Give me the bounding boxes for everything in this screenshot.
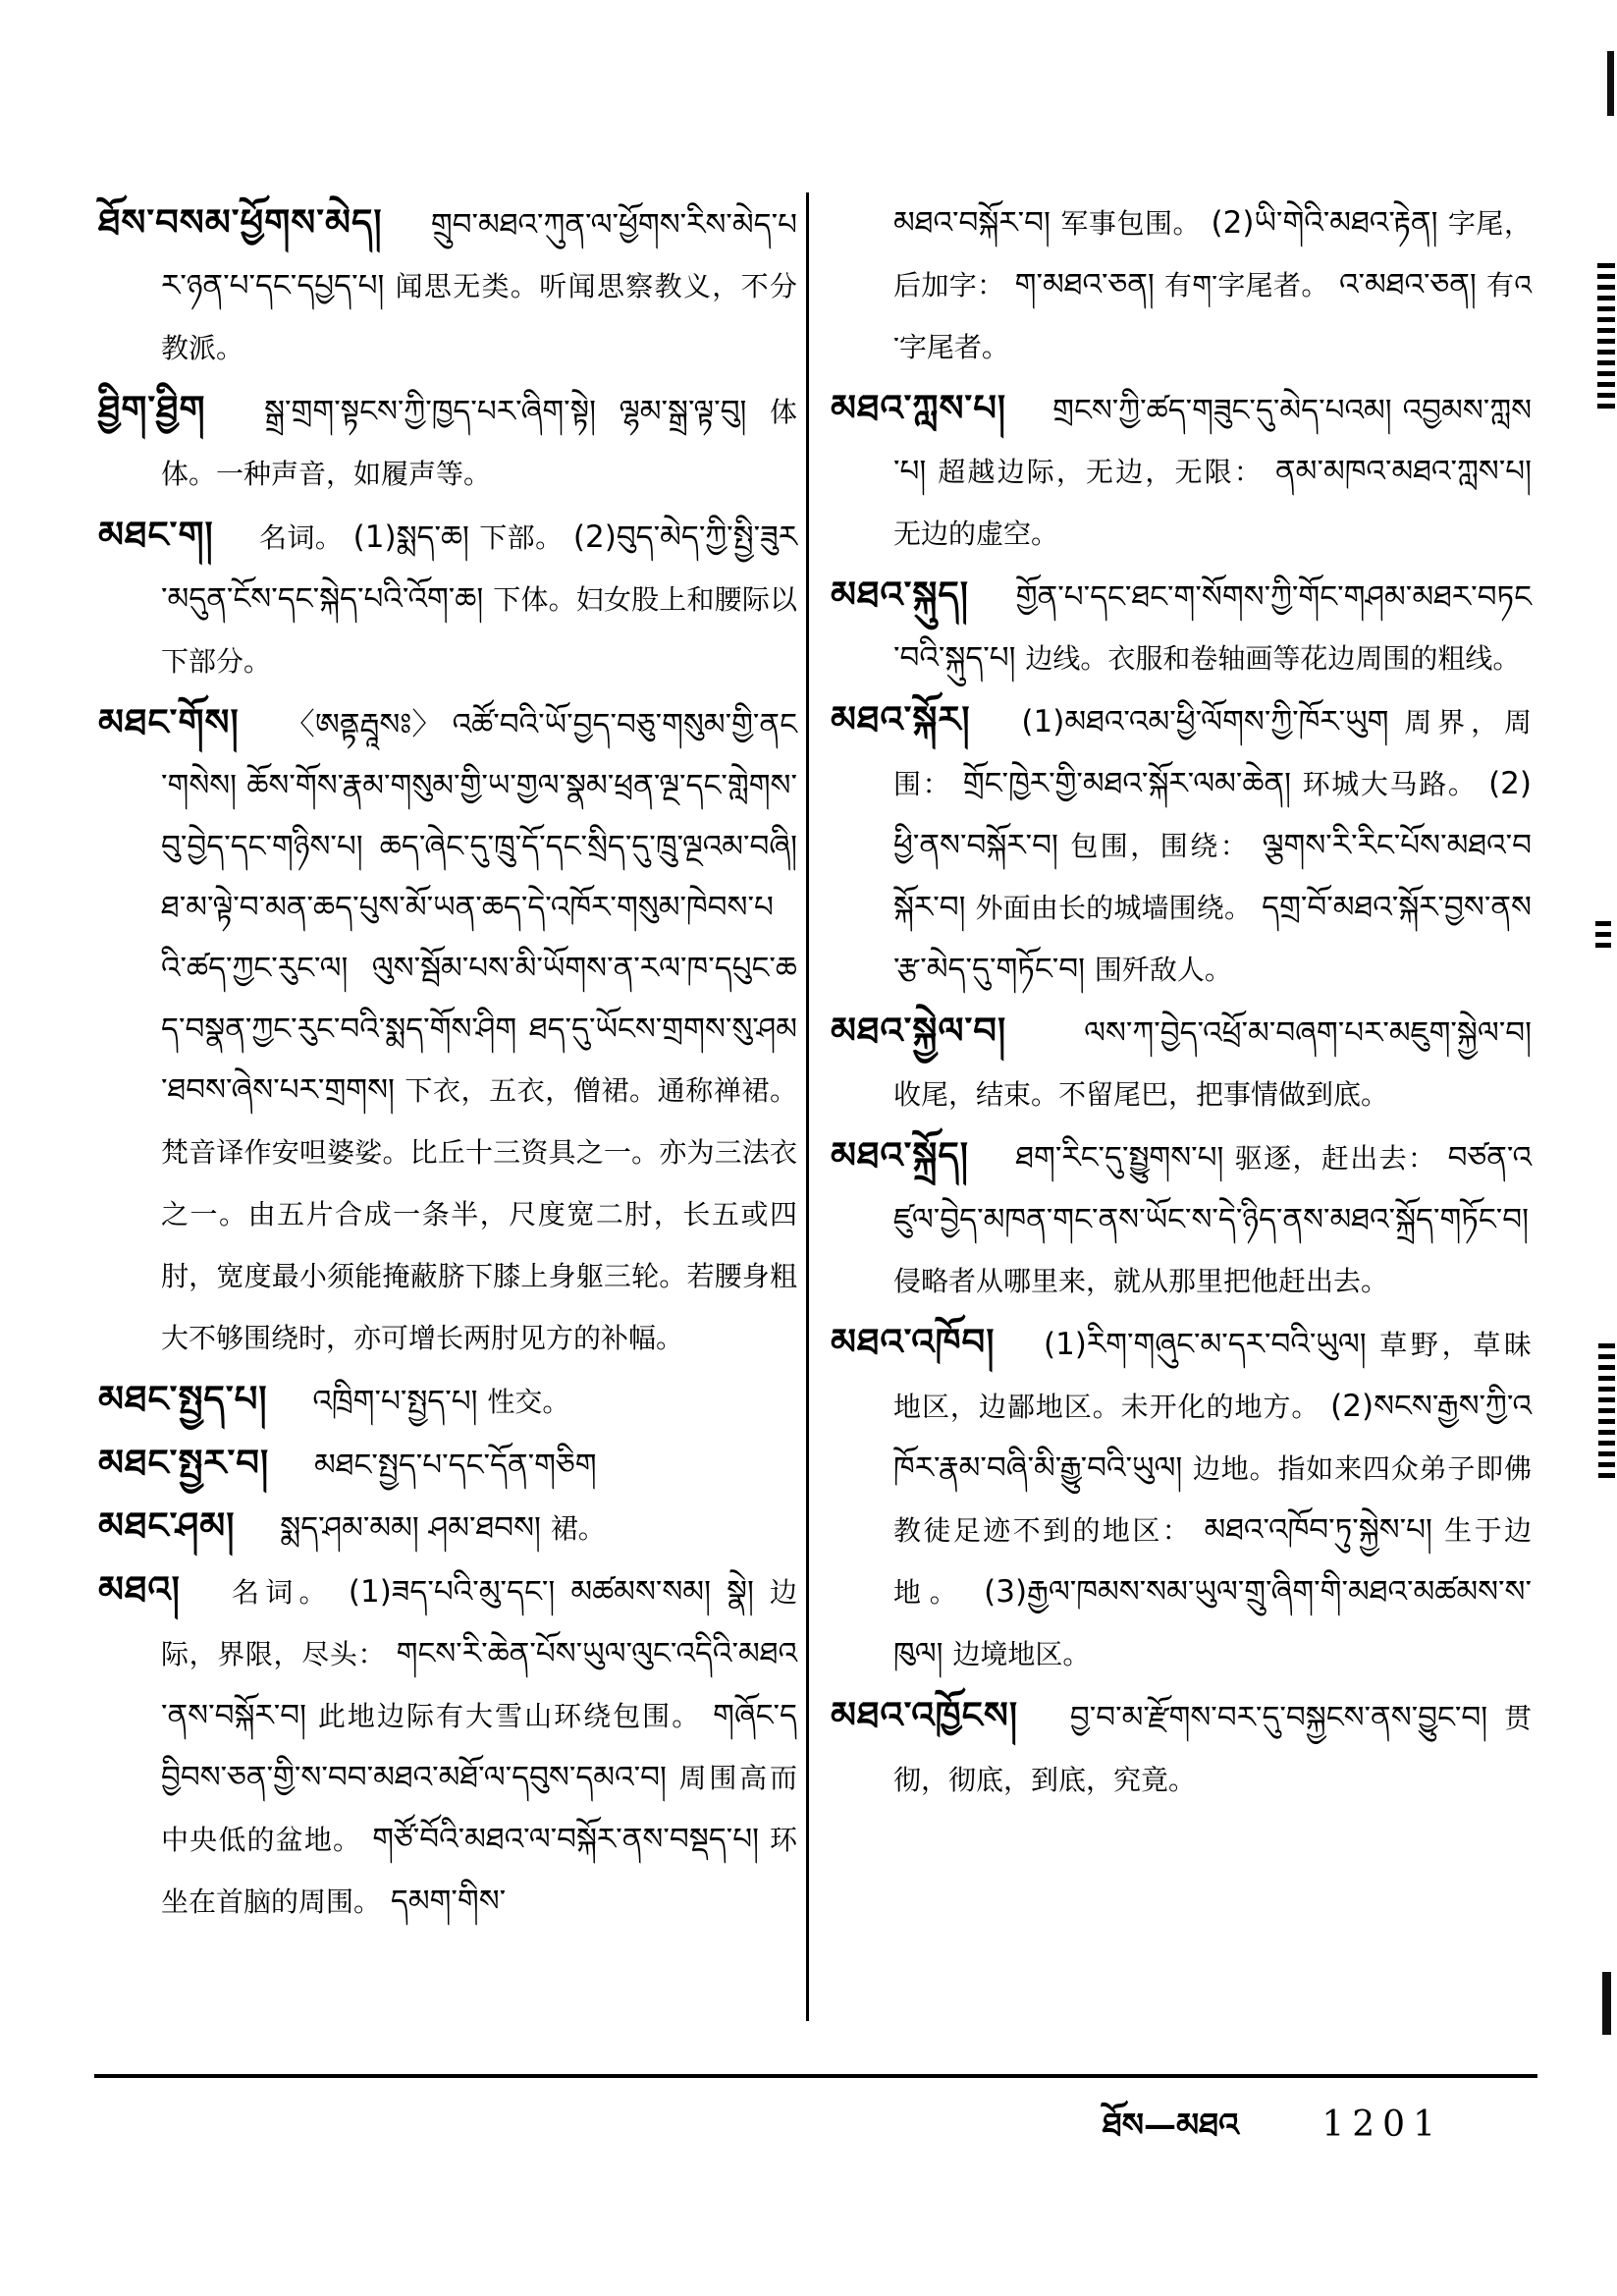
definition-tibetan: གྲངས་ཀྱི་ཚད་གཟུང་དུ་མེད་པའམ། འབྱམས་ཀླས་པ། [893,393,1532,489]
definition-chinese: 周围高而中央低的盆地。 [161,1762,797,1856]
entry-continuation [831,192,1532,378]
entry-headword: མཐའ་སྐོར། [831,698,971,740]
definition-tibetan: གཞོང་དབྱིབས་ཅན་གྱི་ས་བབ་མཐའ་མཐོ་ལ་དབུས་དམའ་བ། [161,1698,797,1795]
definition-chinese: 贯彻，彻底，到底，究竟。 [893,1702,1533,1796]
definition-tibetan: ལྕགས་རི་རིང་པོས་མཐའ་བསྐོར་བ། [893,828,1532,925]
definition-chinese: 裙。 [550,1512,606,1545]
definition-tibetan: (2)ཡི་གེའི་མཐའ་རྟེན། [1211,205,1438,241]
entry-headword: མཐའ་འཁྱོངས། [831,1694,1019,1736]
column-divider [806,192,809,2021]
definition-tibetan: གངས་རི་ཆེན་པོས་ཡུལ་ལུང་འདིའི་མཐའ་ནས་བསྐོར་བ། [161,1636,797,1733]
definition-tibetan: གྲོང་ཁྱེར་གྱི་མཐའ་སྐོར་ལམ་ཆེན། [962,766,1292,801]
definition-chinese: 闻思无类。听闻思察教义，不分教派。 [161,270,797,364]
definition-chinese: 包围，围绕： [1070,830,1251,862]
dictionary-entry [98,192,797,379]
entry-headword: མཐའ། [98,1568,181,1611]
definition-chinese: 环坐在首脑的周围。 [161,1824,797,1918]
scan-artifact [1602,1972,1611,2035]
entry-headword: མཐང་ག། [98,514,214,556]
definition-chinese: 此地边际有大雪山环绕包围。 [317,1700,702,1732]
dictionary-entry [98,1559,797,1933]
definition-tibetan: འ་མཐའ་ཅན། [1338,267,1477,302]
dictionary-entry [831,689,1532,1001]
definition-tibetan: 〈ཨནྟརྦཱསཿ〉 འཚོ་བའི་ཡོ་བྱད་བཅུ་གསུམ་གྱི་ནང་གསེས། ཆོས་གོས་རྣམ་གསུམ་གྱི་ཡ་གྱལ་སྣམ་ཕྲན་ལྔ་དང་གླེགས་བུ་བྱེད་དང་གཉིས་པ། ཆད་ཞེང་དུ་ཁྲུ་དོ་དང་སྲིད་དུ་ཁྲུ་ལྔའམ་བཞི། ཐ་མ་ལྟེ་བ་མན་ཆད་པུས་མོ་ཡན་ཆད་དེ་འཁོར་གསུམ་ཁེབས་པའི་ཚད་ཀྱང་རུང་ལ། ལུས་སྦོམ་པས་མི་ཡོགས་ན་རལ་ཁ་དཔུང་ཆད་བསྣན་ཀྱང་རུང་བའི་སྨད་གོས་ཤིག ཐད་དུ་ཡོངས་གྲགས་སུ་ཤམ་ཐབས་ཞེས་པར་གྲགས། [161,707,797,1108]
definition-tibetan: གཙོ་བོའི་མཐའ་ལ་བསྐོར་ནས་བསྡད་པ། [372,1822,759,1857]
dictionary-entry [831,1312,1532,1685]
definition-chinese: 名词。 [231,1576,333,1609]
dictionary-entry [831,1001,1532,1125]
entry-headword: མཐའ་འཁོབ། [831,1321,996,1363]
definition-chinese: 军事包围。 [1060,207,1202,240]
definition-chinese: 边地。指如来四众弟子即佛教徒足迹不到的地区： [893,1452,1532,1547]
dictionary-entry [831,565,1532,689]
entry-headword: མཐང་སྤྱད་པ། [98,1378,268,1420]
dictionary-entry [98,379,797,505]
definition-chinese: 环城大马路。 [1302,768,1478,800]
definition-tibetan: (3)རྒྱལ་ཁམས་སམ་ཡུལ་གྲུ་ཞིག་གི་མཐའ་མཚམས་ས་ཁུལ། [893,1574,1532,1671]
definition-tibetan: དགྲ་བོ་མཐའ་སྐོར་བྱས་ནས་རྩ་མེད་དུ་གཏོང་བ། [893,890,1532,987]
scan-artifact [1598,1343,1615,1481]
entry-headword: མཐང་གོས། [98,701,240,743]
definition-tibetan: མཐའ་འཁོབ་ཏུ་སྐྱེས་པ། [1204,1512,1432,1548]
definition-chinese: 无边的虚空。 [893,518,1059,550]
scan-artifact [1595,921,1611,951]
definition-chinese: 下部。 [479,521,564,554]
definition-chinese: 性交。 [487,1386,570,1418]
definition-chinese: 超越边际，无边，无限： [938,456,1264,488]
dictionary-entry [831,1125,1532,1312]
definition-chinese: 草野，草昧地区，边鄙地区。未开化的地方。 [893,1329,1532,1423]
definition-tibetan: (2)སངས་རྒྱས་ཀྱི་འཁོར་རྣམ་བཞི་མི་རྒྱུ་བའི་ཡུལ། [893,1389,1532,1486]
dictionary-entry [831,1685,1532,1811]
definition-chinese: 侵略者从哪里来，就从那里把他赶出去。 [893,1265,1389,1297]
entry-headword: མཐའ་སྐྲོད། [831,1134,970,1176]
definition-chinese: 边境地区。 [952,1638,1091,1670]
definition-chinese: 边线。衣服和卷轴画等花边周围的粗线。 [1025,642,1521,675]
dictionary-entry [98,1496,797,1559]
definition-tibetan: བྱ་བ་མ་རྫོགས་བར་དུ་བསྐྱངས་ནས་བྱུང་བ། [1069,1700,1488,1735]
definition-chinese: 下衣，五衣，僧裙。通称禅裙。梵音译作安呾婆娑。比丘十三资具之一。亦为三法衣之一。由五片合成一条半，尺度宽二肘，长五或四肘，宽度最小须能掩蔽脐下膝上身躯三轮。若腰身粗大不够围绕时，亦可增长两肘见方的补幅。 [161,1074,797,1354]
definition-tibetan: (2)ཕྱི་ནས་བསྐོར་བ། [893,766,1532,863]
entry-headword: མཐའ་སྐུད། [831,574,970,616]
definition-chinese: 围歼敌人。 [1094,954,1232,986]
definition-chinese: 字尾，后加字： [893,207,1532,301]
definition-tibetan: ལས་ཀ་བྱེད་འཕྲོ་མ་བཞག་པར་མཇུག་སྐྱེལ་བ། [1084,1015,1532,1051]
definition-tibetan: མཐའ་བསྐོར་བ། [893,205,1051,241]
definition-chinese: 有འ་字尾者。 [893,269,1533,363]
definition-tibetan: དམག་གིས་ [390,1884,507,1919]
definition-chinese: 体体。一种声音，如履声等。 [161,396,797,490]
definition-tibetan: གྲུབ་མཐའ་ཀུན་ལ་ཕྱོགས་རིས་མེད་པར་ཉན་པ་དང་དཔྱད་པ། [161,207,797,303]
dictionary-entry [98,692,797,1369]
entry-headword: མཐང་སྤྱར་བ། [98,1442,270,1484]
scan-artifact [1597,263,1615,412]
dictionary-entry [98,505,797,692]
definition-tibetan: (2)བུད་མེད་ཀྱི་སྤྱི་ཟུར་མདུན་ངོས་དང་སྐེད་པའི་འོག་ཆ། [161,519,798,617]
dictionary-entry [98,1369,797,1433]
definition-tibetan: སྒྲ་གྲག་སྟངས་ཀྱི་ཁྱད་པར་ཞིག་སྟེ། ལྷམ་སྒྲ་ལྟ་བུ། [264,394,747,429]
definition-chinese: 有ག་字尾者。 [1164,269,1329,301]
definition-tibetan: (1)མཐའ་འམ་ཕྱི་ལོགས་ཀྱི་ཁོར་ཡུག [1021,704,1389,739]
entry-headword: མཐང་ཤམ། [98,1504,236,1547]
definition-tibetan: ནམ་མཁའ་མཐའ་ཀླས་པ། [1275,454,1532,489]
definition-tibetan: ཐག་རིང་དུ་སྤྱུགས་པ། [1015,1140,1224,1175]
page-number: 1201 [1321,2105,1443,2145]
running-head: ཐོས—མཐའ [1102,2105,1239,2144]
definition-chinese: 周界，周围： [893,706,1532,800]
left-column [98,192,797,1933]
definition-tibetan: གྱོན་པ་དང་ཐང་ག་སོགས་ཀྱི་གོང་གཤམ་མཐར་བཏང་བའི་སྐུད་པ། [893,579,1532,676]
entry-headword: ཐྱིག་ཐྱིག [98,388,206,430]
definition-chinese: 收尾，结束。不留尾巴，把事情做到底。 [893,1078,1389,1111]
dictionary-entry [98,1433,797,1496]
right-column [831,192,1532,1811]
entry-headword: མཐའ་ཀླས་པ། [831,387,1007,429]
definition-chinese: 驱逐，赶出去： [1234,1142,1437,1175]
scan-artifact [1607,51,1614,116]
definition-tibetan: མཐང་སྤྱད་པ་དང་དོན་གཅིག [314,1448,597,1483]
entry-headword: མཐའ་སྐྱེལ་བ། [831,1010,1007,1052]
definition-chinese: 名词。 [259,521,344,554]
definition-tibetan: ག་མཐའ་ཅན། [1014,267,1155,302]
definition-chinese: 生于边地。 [893,1514,1532,1609]
definition-tibetan: བཙན་འཛུལ་བྱེད་མཁན་གང་ནས་ཡོང་ས་དེ་ཉིད་ནས་མཐའ་སྐྲོད་གཏོང་བ། [893,1140,1533,1237]
page-footer [0,2096,1443,2155]
definition-tibetan: (1)རིག་གཞུང་མ་དར་བའི་ཡུལ། [1043,1327,1367,1362]
definition-chinese: 外面由长的城墙围绕。 [975,892,1253,924]
definition-tibetan: འཁྲིག་པ་སྤྱད་པ། [312,1384,478,1419]
definition-chinese: 下体。妇女股上和腰际以下部分。 [161,583,797,678]
entry-headword: ཐོས་བསམ་ཕྱོགས་མེད། [98,201,383,244]
footer-rule [94,2074,1537,2078]
definition-tibetan: སྨད་ཤམ་མམ། ཤམ་ཐབས། [280,1510,541,1546]
definition-tibetan: (1)ཟད་པའི་མུ་དང་། མཚམས་སམ། སྣེ། [348,1574,754,1610]
dictionary-entry [831,378,1532,565]
definition-chinese: 边际，界限，尽头： [161,1576,798,1670]
definition-tibetan: (1)སྨད་ཆ། [352,519,469,555]
